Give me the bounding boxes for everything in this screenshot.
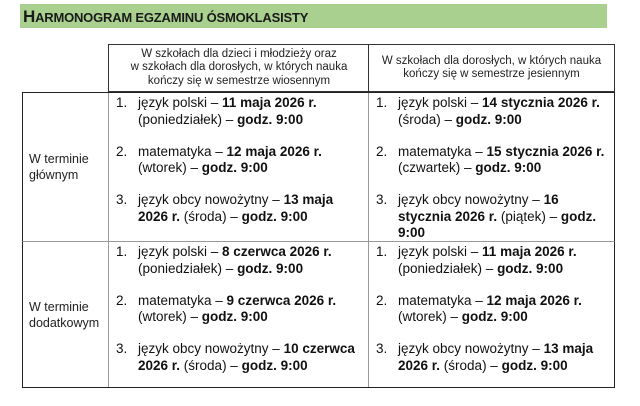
exam-subject: matematyka – [398,143,487,159]
exam-date: 11 maja 2026 r. [482,244,577,259]
header-line: w szkołach dla dorosłych, w których nauka [130,61,348,74]
exam-day: (środa) – [180,208,242,224]
exam-date: 15 stycznia 2026 r. [486,143,605,159]
list-item [116,192,366,225]
exam-day: (poniedziałek) – [138,111,238,127]
exam-day: (wtorek) – [138,309,202,324]
exam-date: 9 czerwca 2026 r. [226,292,337,308]
list-item [116,244,366,277]
header-spring-semester [108,44,369,92]
title-banner [20,4,607,28]
table-row-additional-term [22,241,615,388]
row-label-line: dodatkowym [29,315,100,330]
exam-time: godz. 9:00 [241,208,308,224]
exam-time: godz. 9:00 [201,160,268,175]
exam-date: 8 czerwca 2026 r. [222,244,332,259]
item-number: 1. [376,244,388,259]
exam-date: 14 stycznia 2026 r. [482,95,600,110]
exam-entry [398,293,614,326]
exam-subject: język polski – [398,244,483,259]
exam-time: godz. 9:00 [241,357,308,373]
exam-entry [138,244,366,277]
exam-day: (środa) – [180,357,242,373]
row-label [23,242,115,387]
autumn-exams-list [376,244,614,390]
item-number: 1. [116,244,128,259]
list-item [376,144,614,177]
exam-subject: język obcy nowożytny – [138,341,284,356]
divider [368,93,369,241]
title-initial: H [23,7,36,26]
table-row-main-term [22,92,615,242]
header-line: kończy się w semestrze jesiennym [403,68,580,80]
list-item [116,293,366,326]
row-label-line: W terminie [29,299,89,314]
exam-subject: język polski – [138,244,223,259]
exam-entry [138,293,366,326]
exam-subject: język obcy nowożytny – [398,341,544,356]
item-number: 2. [376,292,388,308]
exam-day: (wtorek) – [138,160,202,175]
exam-day: (poniedziałek) – [138,260,238,276]
exam-day: (piątek) – [497,208,561,224]
spring-exams-list [116,244,366,390]
exam-time: godz. 9:00 [237,260,304,276]
exam-day: (środa) – [398,111,456,127]
exam-entry [138,144,366,177]
list-item [376,192,614,242]
exam-entry [398,341,614,374]
exam-time: godz. 9:00 [237,111,304,127]
item-number: 1. [116,95,128,110]
autumn-exams-list [376,95,614,257]
exam-subject: matematyka – [398,292,487,308]
divider [108,242,109,387]
exam-day: (czwartek) – [398,160,476,175]
item-number: 3. [376,341,388,356]
list-item [116,144,366,177]
exam-date: 16 stycznia 2026 r. [398,192,559,224]
exam-subject: matematyka – [138,143,227,159]
exam-date: 13 maja 2026 r. [138,192,334,224]
header-autumn-semester [368,44,615,92]
exam-subject: język obcy nowożytny – [398,192,544,207]
item-number: 1. [376,95,388,110]
item-number: 3. [116,341,128,356]
exam-subject: matematyka – [138,292,227,308]
header-line: kończy się w semestrze wiosennym [147,74,331,87]
item-number: 2. [376,143,388,159]
exam-time: godz. 9:00 [455,111,522,127]
list-item [376,244,614,277]
exam-day: (wtorek) – [398,309,462,324]
list-item [376,293,614,326]
exam-entry [138,95,366,128]
exam-subject: język polski – [138,95,223,110]
exam-subject: język obcy nowożytny – [138,192,284,207]
spring-exams-list [116,95,366,241]
exam-day: (środa) – [440,357,502,373]
exam-time: godz. 9:00 [501,357,568,373]
divider [108,93,109,241]
exam-entry [398,144,614,177]
list-item [116,95,366,128]
row-label-line: głównym [29,168,79,182]
item-number: 3. [116,192,128,207]
exam-time: godz. 9:00 [398,208,597,240]
exam-entry [398,244,614,277]
item-number: 2. [116,292,128,308]
exam-day: (poniedziałek) – [398,260,498,276]
exam-time: godz. 9:00 [475,160,542,175]
list-item [376,95,614,128]
exam-subject: język polski – [398,95,483,110]
exam-time: godz. 9:00 [201,309,268,324]
list-item [116,341,366,374]
exam-date: 12 maja 2026 r. [226,143,322,159]
exam-date: 13 maja 2026 r. [398,341,594,373]
divider [368,242,369,387]
row-label [23,93,115,241]
header-line: W szkołach dla dorosłych, w których nauka [381,54,602,67]
exam-date: 10 czerwca 2026 r. [138,341,355,373]
exam-entry [138,192,366,225]
exam-entry [398,95,614,128]
item-number: 3. [376,192,388,207]
header-line: W szkołach dla dzieci i młodzieży oraz [141,47,337,60]
row-label-line: W terminie [29,152,89,166]
title-rest: ARMONOGRAM EGZAMINU ÓSMOKLASISTY [35,10,309,25]
exam-entry [138,341,366,374]
exam-entry [398,192,614,242]
exam-time: godz. 9:00 [461,309,528,324]
page-title [23,7,308,27]
exam-date: 11 maja 2026 r. [222,95,317,110]
item-number: 2. [116,143,128,159]
exam-time: godz. 9:00 [497,260,564,276]
list-item [376,341,614,374]
exam-date: 12 maja 2026 r. [486,292,582,308]
